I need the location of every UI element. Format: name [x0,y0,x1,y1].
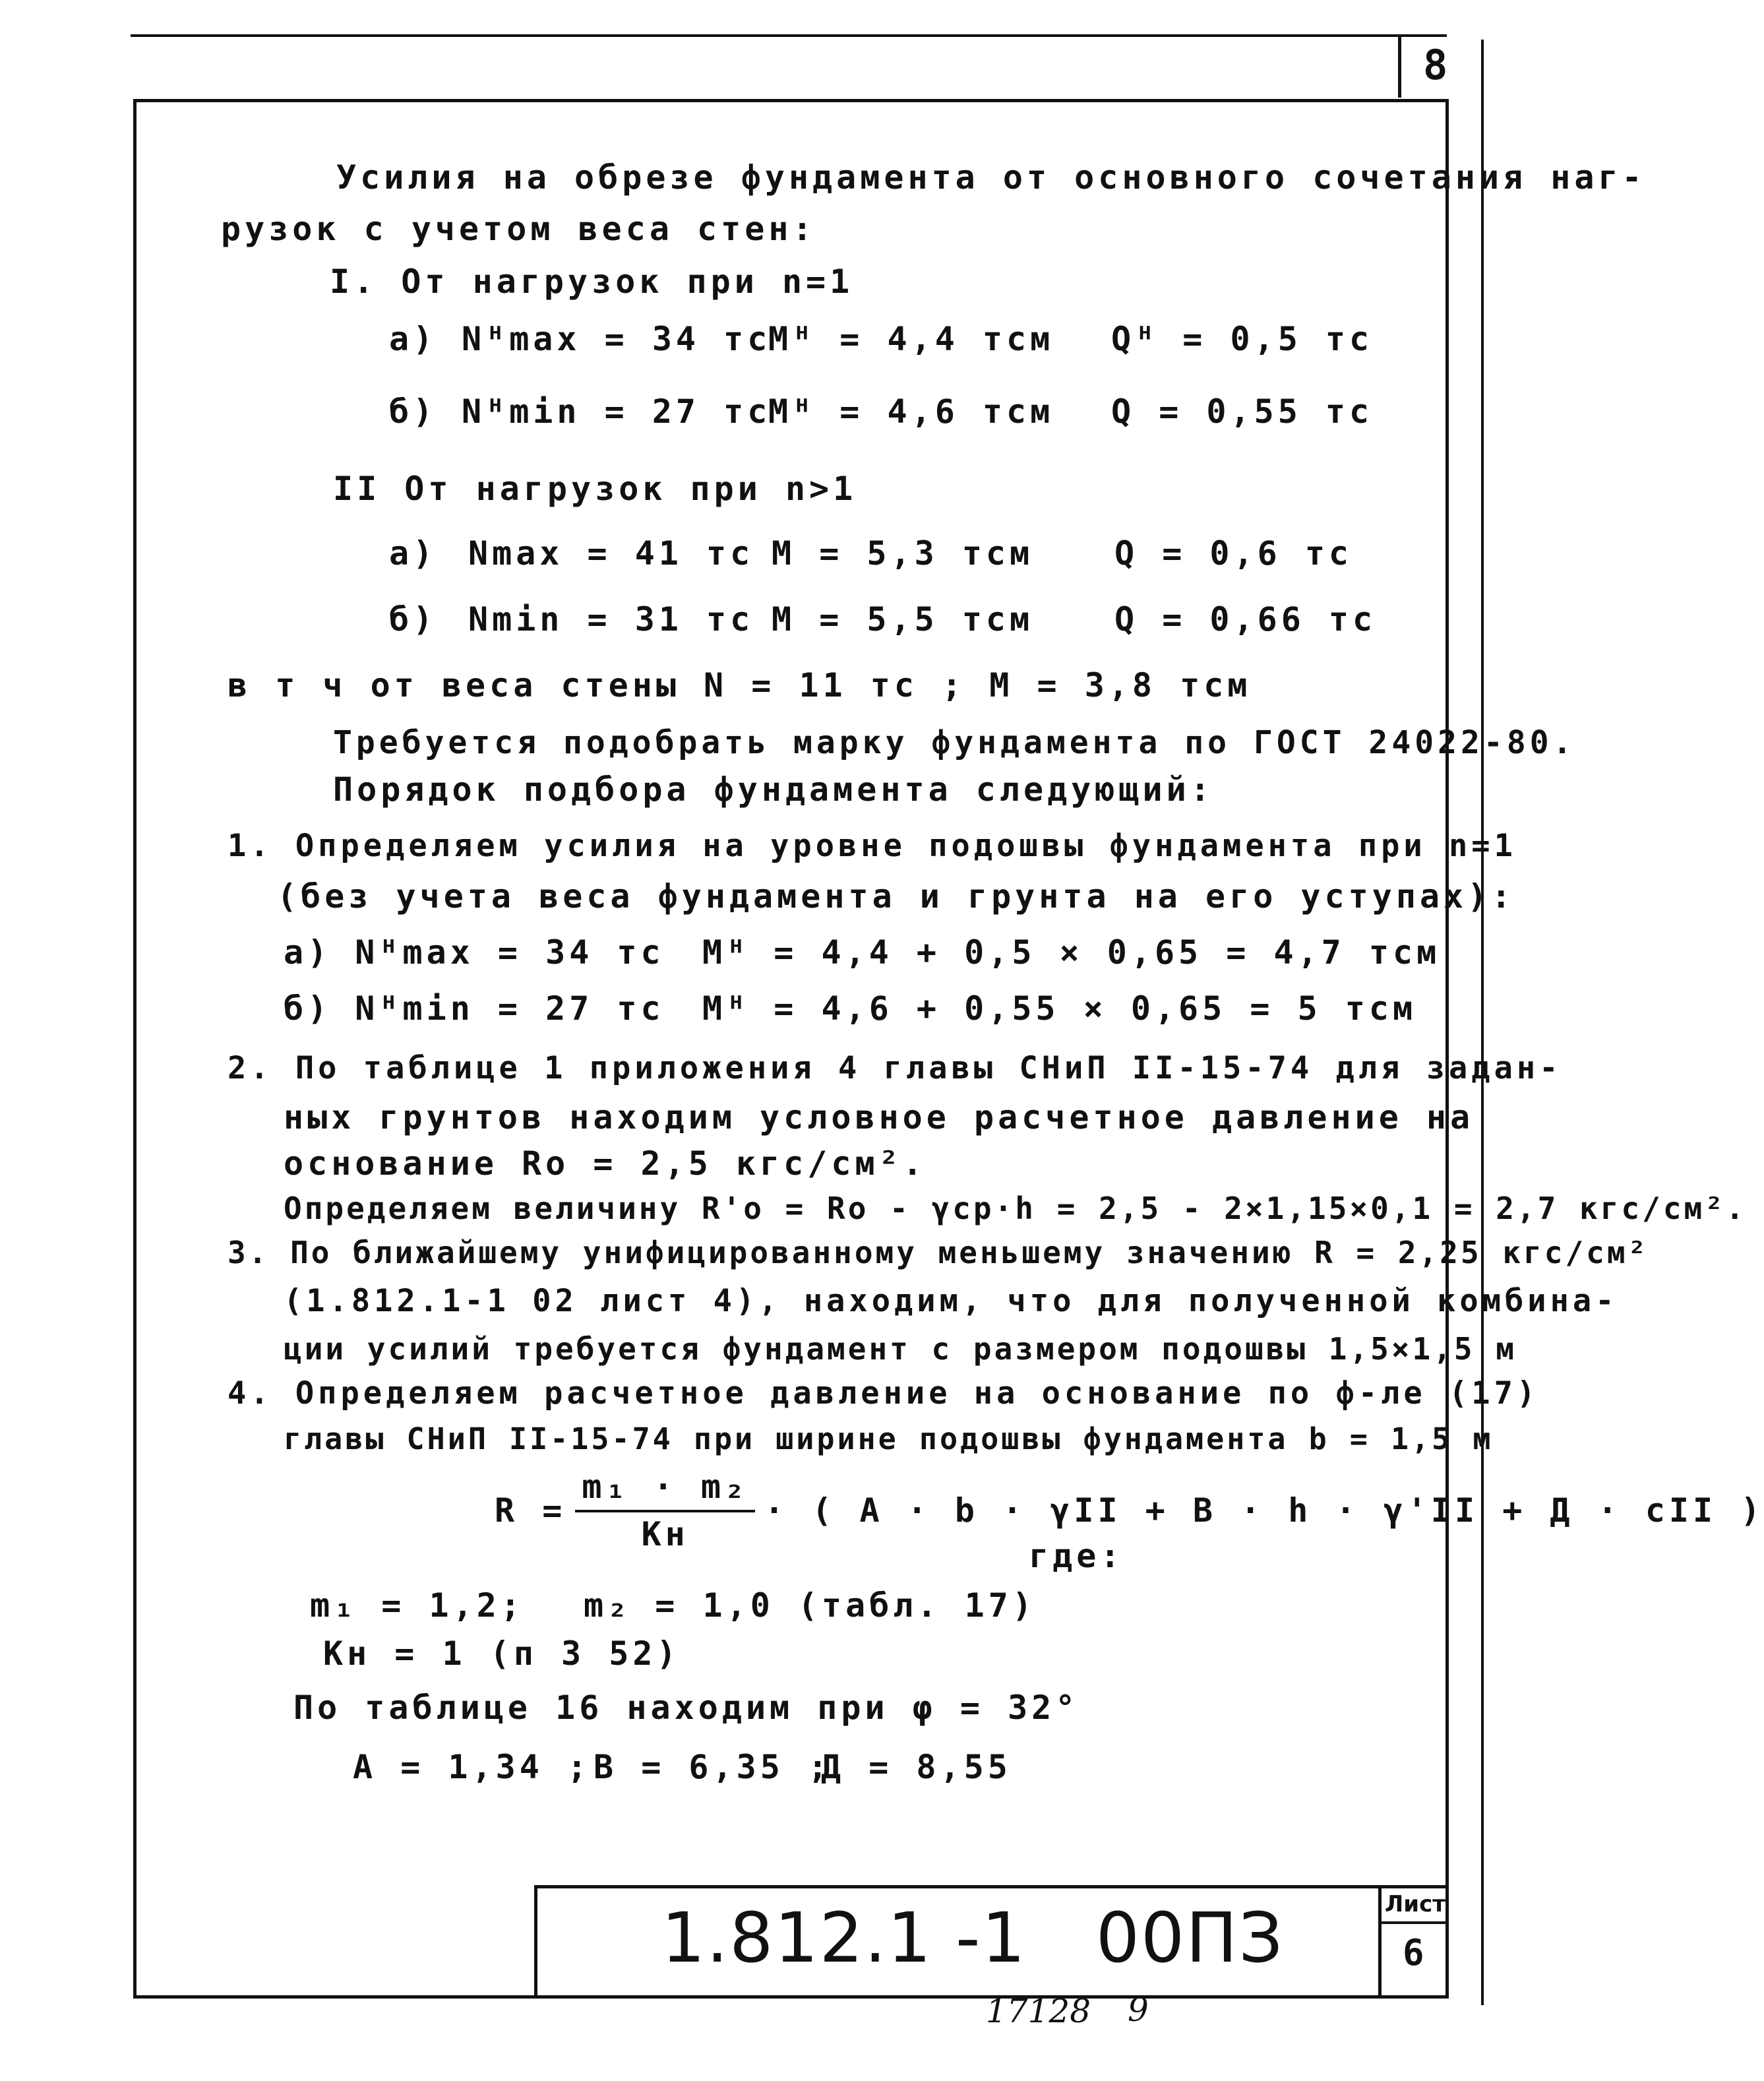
step4-line-1: 4. Определяем расчетное давление на основание по ф-ле (17) [228,1375,1540,1412]
section-2-a-m: M = 5,3 тсм [772,534,1034,573]
requirement-line-1: Требуется подобрать марку фундамента по ГОСТ 24022-80. [333,724,1576,761]
step1-a-m: Mᴴ = 4,4 + 0,5 × 0,65 = 4,7 тсм [702,933,1441,972]
param-d: Д = 8,55 [821,1748,1012,1786]
step1-b-n: б) Nᴴmin = 27 тс [284,989,665,1028]
step1-b-m: Mᴴ = 4,6 + 0,55 × 0,65 = 5 тсм [702,989,1417,1028]
step3-line-3: ции усилий требуется фундамент с размером подошвы 1,5×1,5 м [284,1331,1517,1367]
section-2-a-marker: а) [389,534,437,573]
step2-line-4: Определяем величину R'o = Ro - γср·h = 2,5 - 2×1,15×0,1 = 2,7 кгс/см². [284,1191,1747,1226]
formula-denominator: Kн [641,1515,689,1553]
section-2-b-marker: б) [389,600,437,638]
title-block [534,1885,1449,1995]
formula-fraction [575,1468,755,1553]
requirement-line-2: Порядок подбора фундамента следующий: [333,770,1214,809]
step2-line-3: основание Ro = 2,5 кгс/см². [284,1144,927,1183]
section-1-a-m: Mᴴ = 4,4 тсм [768,320,1054,358]
section-1-b-m: Mᴴ = 4,6 тсм [768,392,1054,431]
footer-number: 17128 [986,1992,1091,2030]
formula-lhs: R = [495,1491,566,1530]
intro-line-2: рузок с учетом веса стен: [221,210,816,248]
section-1-title: I. От нагрузок при n=1 [330,263,854,301]
formula-numerator: m₁ · m₂ [575,1468,755,1512]
where-label: где: [1029,1537,1124,1575]
step4-line-2: главы СНиП II-15-74 при ширине подошвы фундамента b = 1,5 м [284,1421,1494,1456]
step2-line-2: ных грунтов находим условное расчетное давление на [284,1098,1475,1136]
section-2-b-q: Q = 0,66 тс [1114,600,1377,638]
param-a: A = 1,34 ; [353,1748,592,1786]
section-2-a-q: Q = 0,6 тс [1114,534,1353,573]
param-b: B = 6,35 ; [593,1748,832,1786]
step3-line-1: 3. По ближайшему унифицированному меньшему значению R = 2,25 кгс/см² [228,1235,1649,1270]
corner-box-divider [1398,34,1401,98]
intro-line-1: Усилия на обрезе фундамента от основного сочетания наг- [336,158,1646,197]
document-code: 1.812.1 -1 00ПЗ [661,1898,1285,1978]
section-2-b-m: M = 5,5 тсм [772,600,1034,638]
step2-line-1: 2. По таблице 1 приложения 4 главы СНиП II-15-74 для задан- [228,1050,1562,1086]
param-kn: Kн = 1 (п 3 52) [323,1634,681,1673]
section-2-b-n: Nmin = 31 тс [468,600,754,638]
step1-line-1: 1. Определяем усилия на уровне подошвы фундамента при n=1 [228,828,1517,864]
param-m1: m₁ = 1,2; [310,1586,524,1625]
section-1-a-q: Qᴴ = 0,5 тс [1111,320,1374,358]
section-2-title: II От нагрузок при n>1 [333,470,857,508]
title-block-sheet-rule [1378,1921,1449,1924]
footer-extra: 9 [1128,1991,1149,2029]
formula [495,1468,1764,1553]
section-1-b-n: Nᴴmin = 27 тс [462,392,772,431]
param-table16: По таблице 16 находим при φ = 32° [293,1689,1080,1727]
right-outer-rule [1481,40,1484,2005]
step3-line-2: (1.812.1-1 02 лист 4), находим, что для полученной комбина- [284,1283,1618,1319]
top-rule [131,34,1447,37]
section-2-a-n: Nmax = 41 тс [468,534,754,573]
wall-note: в т ч от веса стены N = 11 тс ; M = 3,8 тсм [228,666,1252,704]
section-1-b-marker: б) [389,392,437,431]
param-m2: m₂ = 1,0 (табл. 17) [584,1586,1036,1625]
sheet-number: 6 [1403,1932,1428,1973]
title-block-sheet-divider [1378,1888,1382,1995]
step1-a-n: а) Nᴴmax = 34 тс [284,933,665,972]
section-1-a-marker: а) [389,320,437,358]
step1-line-2: (без учета веса фундамента и грунта на его уступах): [277,877,1515,916]
sheet-label: Лист [1385,1891,1445,1917]
section-1-b-q: Q = 0,55 тс [1111,392,1374,431]
formula-rhs: · ( A · b · γII + B · h · γ'II + Д · cII ) [764,1491,1764,1530]
section-1-a-n: Nᴴmax = 34 тс [462,320,772,358]
page-corner-number: 8 [1423,41,1452,89]
